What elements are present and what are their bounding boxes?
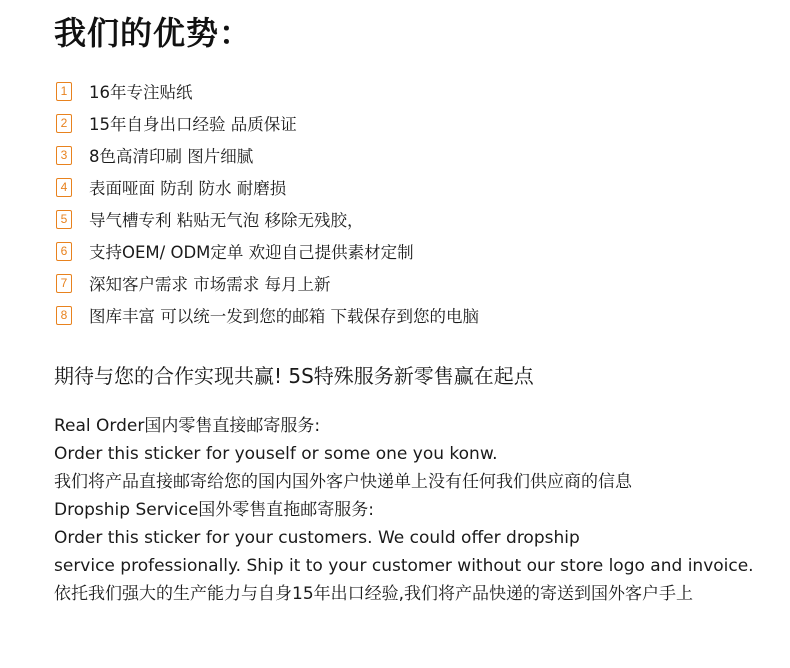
advantage-text: 表面哑面 防刮 防水 耐磨损 <box>89 179 287 198</box>
service-line: Order this sticker for your customers. We could offer dropship <box>54 528 580 548</box>
number-badge-icon: 1 <box>56 82 72 101</box>
number-badge-icon: 2 <box>56 114 72 133</box>
number-badge-icon: 6 <box>56 242 72 261</box>
advantage-text: 8色高清印刷 图片细腻 <box>89 147 254 166</box>
list-item <box>56 75 479 107</box>
service-line: Real Order国内零售直接邮寄服务: <box>54 416 321 436</box>
list-item <box>56 267 479 299</box>
service-line: service professionally. Ship it to your customer without our store logo and invoice. <box>54 556 754 576</box>
list-item <box>56 107 479 139</box>
advantage-text: 15年自身出口经验 品质保证 <box>89 115 297 134</box>
advantage-text: 支持OEM/ ODM定单 欢迎自己提供素材定制 <box>89 243 414 262</box>
number-badge-icon: 4 <box>56 178 72 197</box>
slogan: 期待与您的合作实现共赢! 5S特殊服务新零售赢在起点 <box>54 364 534 388</box>
number-badge-icon: 8 <box>56 306 72 325</box>
number-badge-icon: 7 <box>56 274 72 293</box>
service-line: 我们将产品直接邮寄给您的国内国外客户快递单上没有任何我们供应商的信息 <box>54 472 632 492</box>
service-line: 依托我们强大的生产能力与自身15年出口经验,我们将产品快递的寄送到国外客户手上 <box>54 584 694 604</box>
advantages-list <box>56 75 479 331</box>
advantage-text: 导气槽专利 粘贴无气泡 移除无残胶， <box>89 211 364 230</box>
list-item <box>56 235 479 267</box>
page-title: 我们的优势： <box>54 14 253 52</box>
list-item <box>56 171 479 203</box>
number-badge-icon: 3 <box>56 146 72 165</box>
service-line: Order this sticker for youself or some one you konw. <box>54 444 498 464</box>
advantage-text: 16年专注贴纸 <box>89 83 193 102</box>
number-badge-icon: 5 <box>56 210 72 229</box>
advantage-text: 深知客户需求 市场需求 每月上新 <box>89 275 331 294</box>
service-line: Dropship Service国外零售直拖邮寄服务: <box>54 500 375 520</box>
list-item <box>56 139 479 171</box>
list-item <box>56 299 479 331</box>
list-item <box>56 203 479 235</box>
advantage-text: 图库丰富 可以统一发到您的邮箱 下载保存到您的电脑 <box>89 307 479 326</box>
service-description <box>54 412 754 608</box>
